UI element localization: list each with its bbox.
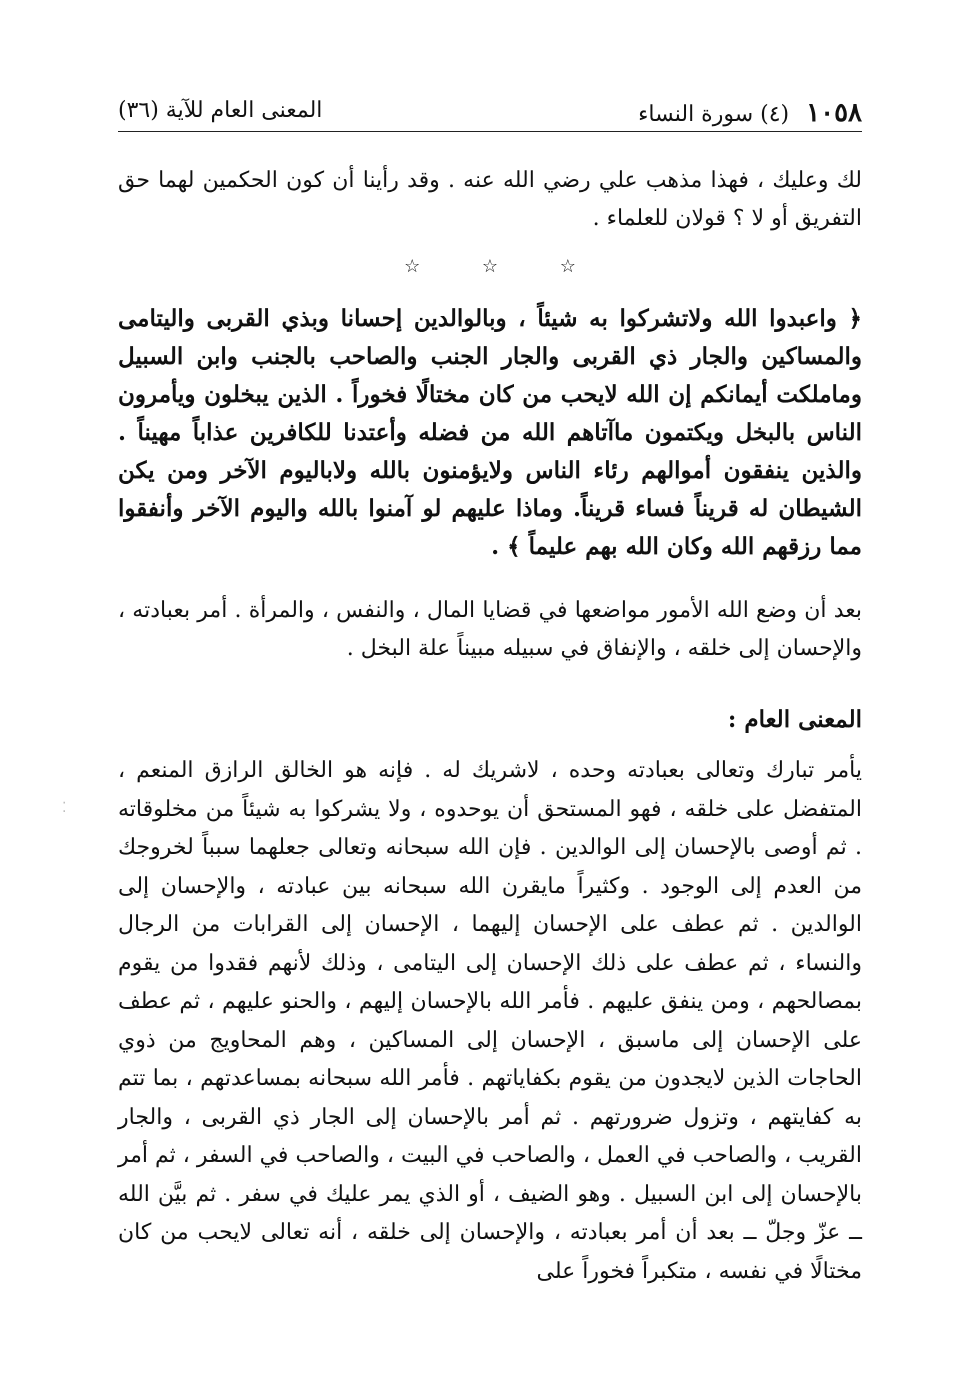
header-divider [118,131,862,132]
quran-verse: ﴿ واعبدوا الله ولاتشركوا به شيئاً ، وبالوالدين إحسانا وبذي القربى واليتامى والمساكين والجار ذي القربى والجار الجنب والصاحب بالجنب وابن السبيل وماملكت أيمانكم إن الله لايحب من كان مختالًا فخوراً . الذين يبخلون ويأمرون الناس بالبخل ويكتمون ماآتاهم الله من فضله وأعتدنا للكافرين عذاباً مهيناً . والذين ينفقون أموالهم رئاء الناس ولايؤمنون بالله ولاباليوم الآخر ومن يكن الشيطان له قريناً فساء قريناً. وماذا عليهم لو آمنوا بالله واليوم الآخر وأنفقوا مما رزقهم الله وكان الله بهم عليماً ﴾ . [118,305,862,560]
star-divider: ☆ ☆ ☆ [404,256,604,277]
page-number: ١٠٥٨ [806,98,862,128]
section-reference: المعنى العام للآية (٣٦) [118,98,323,123]
margin-mark: ⁚ [62,800,67,816]
intro-paragraph: لك وعليك ، فهذا مذهب علي رضي الله عنه . وقد رأينا أن كون الحكمين لهما حق التفريق أو لا ؟ قولان للعلماء . [118,168,862,231]
section-heading: المعنى العام : [727,706,862,733]
header-surah-block [638,98,862,128]
summary-paragraph: بعد أن وضع الله الأمور مواضعها في قضايا المال ، والنفس ، والمرأة . أمر بعبادته ، والإحسان إلى خلقه ، والإنفاق في سبيله مبيناً علة البخل . [118,598,862,661]
page-header [118,92,862,132]
surah-label: (٤) سورة النساء [638,102,790,127]
section-body: يأمر تبارك وتعالى بعبادته وحده ، لاشريك له . فإنه هو الخالق الرازق المنعم ، المتفضل على خلقه ، فهو المستحق أن يوحدوه ، ولا يشركوا به شيئاً من مخلوقاته . ثم أوصى بالإحسان إلى الوالدين . فإن الله سبحانه وتعالى جعلهما سبباً لخروجك من العدم إلى الوجود . وكثيراً مايقرن الله سبحانه بين عبادته ، والإحسان إلى الوالدين . ثم عطف على الإحسان إليهما ، الإحسان إلى القرابات من الرجال والنساء ، ثم عطف على ذلك الإحسان إلى اليتامى ، وذلك لأنهم فقدوا من يقوم بمصالحهم ، ومن ينفق عليهم . فأمر الله بالإحسان إليهم ، والحنو عليهم ، ثم عطف على الإحسان إلى ماسبق ، الإحسان إلى المساكين ، وهم المحاويج من ذوي الحاجات الذين لايجدون من يقوم بكفاياتهم . فأمر الله سبحانه بمساعدتهم ، بما تتم به كفايتهم ، وتزول ضرورتهم . ثم أمر بالإحسان إلى الجار ذي القربى ، والجار القريب ، والصاحب في العمل ، والصاحب في البيت ، والصاحب في السفر ، ثم أمر بالإحسان إلى ابن السبيل . وهو الضيف ، أو الذي يمر عليك في سفر . ثم بيَّن الله ــ عزّ وجلّ ــ بعد أن أمر بعبادته ، والإحسان إلى خلقه ، أنه تعالى لايحب من كان مختالًا في نفسه ، متكبراً فخوراً على [118,758,862,1284]
